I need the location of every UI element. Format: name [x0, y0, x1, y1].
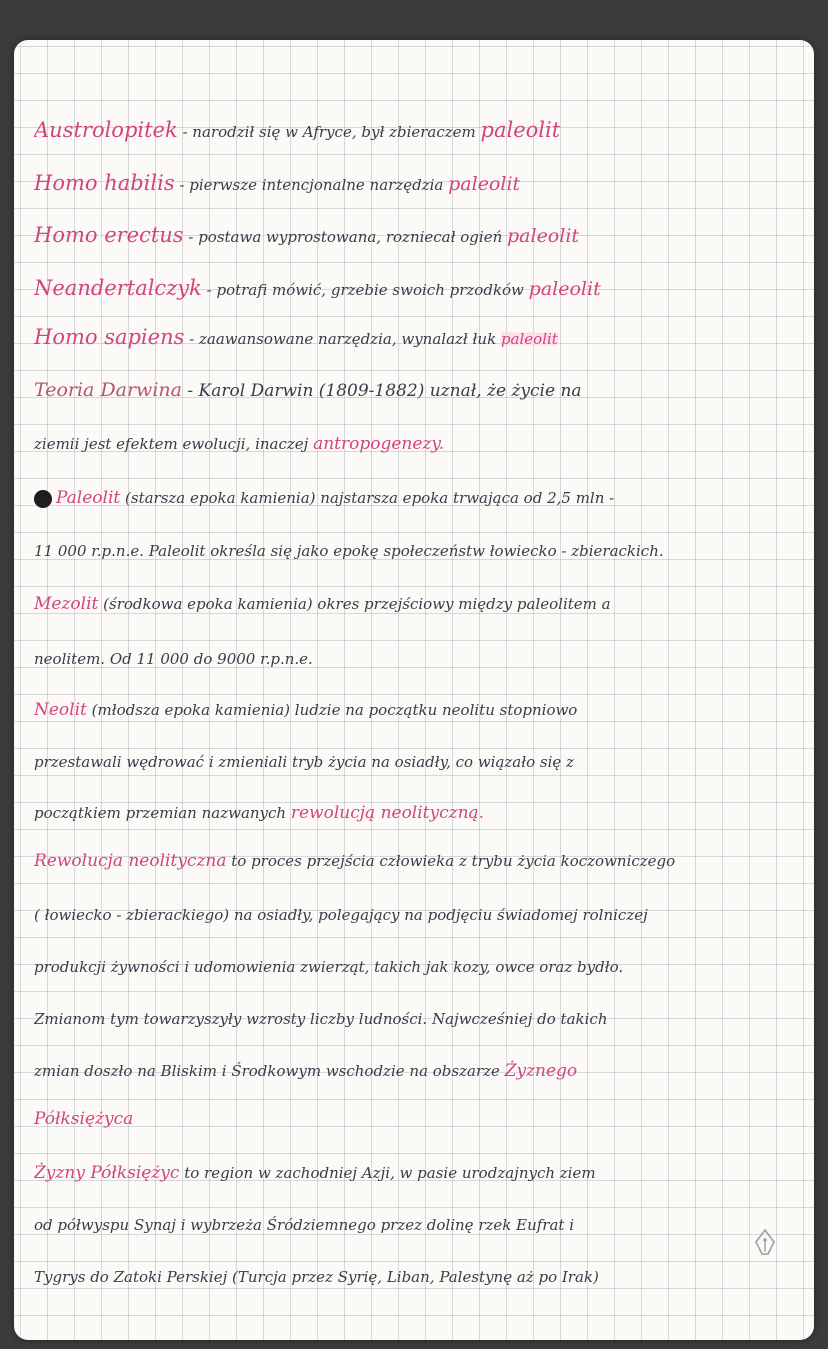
fountain-pen-icon [752, 1228, 778, 1258]
description: produkcji żywności i udomowienia zwierząt, takich jak kozy, owce oraz bydło. [34, 958, 624, 976]
term: Rewolucja neolityczna [34, 851, 227, 871]
description: ziemii jest efektem ewolucji, inaczej [34, 435, 314, 453]
accent-term: Żyznego [504, 1061, 578, 1081]
term: Homo sapiens [34, 325, 185, 349]
note-line [34, 846, 798, 876]
description: to region w zachodniej Azji, w pasie urodzajnych ziem [179, 1164, 596, 1182]
description: - Karol Darwin (1809-1882) uznał, że życie na [181, 381, 582, 401]
era-tag: paleolit [528, 278, 601, 300]
description: od półwyspu Synaj i wybrzeża Śródziemnego przez dolinę rzek Eufrat i [34, 1216, 575, 1234]
note-line [34, 220, 798, 252]
note-line [34, 273, 798, 305]
term: Paleolit [56, 488, 121, 508]
note-line [34, 695, 798, 725]
note-line [34, 900, 798, 930]
note-line [34, 952, 798, 982]
note-line [34, 1262, 798, 1292]
note-line [34, 168, 798, 200]
accent-term: antropogenezy. [313, 434, 445, 454]
description: - postawa wyprostowana, rozniecał ogień [183, 228, 507, 246]
note-line [34, 483, 798, 513]
term: Homo erectus [34, 223, 184, 247]
description: (starsza epoka kamienia) najstarsza epoka trwająca od 2,5 mln - [120, 489, 615, 507]
note-line [34, 115, 798, 147]
description: (młodsza epoka kamienia) ludzie na początku neolitu stopniowo [86, 701, 578, 719]
note-line [34, 1004, 798, 1034]
description: początkiem przemian nazwanych [34, 804, 291, 822]
description: neolitem. Od 11 000 do 9000 r.p.n.e. [34, 650, 313, 668]
note-line [34, 1158, 798, 1188]
description: Tygrys do Zatoki Perskiej (Turcja przez Syrię, Liban, Palestynę aż po Irak) [34, 1268, 599, 1286]
era-tag: paleolit [507, 225, 580, 247]
note-line [34, 747, 798, 777]
description: (środkowa epoka kamienia) okres przejściowy między paleolitem a [98, 595, 611, 613]
note-line [34, 798, 798, 828]
description: - narodził się w Afryce, był zbieraczem [177, 123, 481, 141]
description: - zaawansowane narzędzia, wynalazł łuk [184, 330, 501, 348]
description: zmian doszło na Bliskim i Środkowym wschodzie na obszarze [34, 1062, 505, 1080]
description: ( łowiecko - zbierackiego) na osiadły, polegający na podjęciu świadomej rolniczej [34, 906, 648, 924]
era-tag: paleolit [448, 173, 521, 195]
term: Homo habilis [34, 171, 175, 195]
term: Austrolopitek [34, 118, 178, 142]
description: przestawali wędrować i zmieniali tryb życia na osiadły, co wiązało się z [34, 753, 574, 771]
description: - pierwsze intencjonalne narzędzia [174, 176, 449, 194]
description: - potrafi mówić, grzebie swoich przodków [201, 281, 529, 299]
bullet-icon [34, 490, 52, 508]
era-tag: paleolit [500, 330, 558, 348]
note-line [34, 375, 798, 406]
era-tag: paleolit [480, 118, 561, 142]
note-line [34, 429, 798, 459]
term: Mezolit [34, 594, 99, 614]
description: to proces przejścia człowieka z trybu życia koczowniczego [226, 852, 676, 870]
description: Zmianom tym towarzyszyły wzrosty liczby ludności. Najwcześniej do takich [34, 1010, 608, 1028]
accent-term: Półksiężyca [34, 1109, 134, 1129]
description: 11 000 r.p.n.e. Paleolit określa się jako epokę społeczeństw łowiecko - zbierackich. [34, 542, 664, 560]
note-line [34, 644, 798, 674]
note-line [34, 589, 798, 619]
term: Neolit [34, 700, 87, 720]
term: Neandertalczyk [34, 276, 202, 300]
term: Teoria Darwina [34, 379, 182, 401]
notebook-page [14, 40, 814, 1340]
term: Żyzny Półksiężyc [34, 1163, 180, 1183]
note-line [34, 322, 798, 354]
note-line [34, 1056, 798, 1086]
note-line [34, 1104, 798, 1134]
note-line [34, 536, 798, 566]
accent-term: rewolucją neolityczną. [290, 803, 485, 823]
note-line [34, 1210, 798, 1240]
